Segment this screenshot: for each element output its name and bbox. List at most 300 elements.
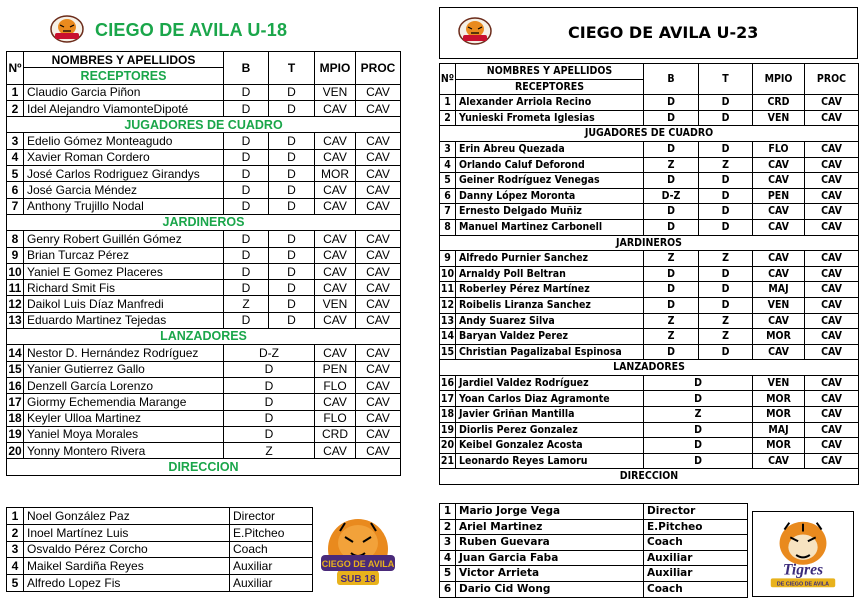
table-row <box>7 84 401 100</box>
section-header-jardineros: JARDINEROS <box>440 235 859 251</box>
table-header-row <box>7 52 401 68</box>
player-bats: D <box>224 84 269 100</box>
player-bats: D <box>224 263 269 279</box>
player-number: 3 <box>7 133 24 149</box>
player-bats-throws: D <box>224 410 315 426</box>
player-number: 6 <box>440 188 456 204</box>
player-bats: D <box>224 100 269 116</box>
player-number: 16 <box>8 378 22 393</box>
staff-row <box>7 541 313 558</box>
staff-role: Coach <box>644 581 748 597</box>
player-bats-throws: D <box>644 391 753 407</box>
column-header-mpio: MPIO <box>753 64 805 95</box>
player-bats-throws: D <box>644 375 753 391</box>
player-number: 19 <box>8 427 22 442</box>
player-province: CAV <box>805 313 859 329</box>
section-row <box>7 214 401 230</box>
player-number: 19 <box>440 422 456 438</box>
staff-role: E.Pitcheo <box>644 519 748 535</box>
player-number: 10 <box>440 266 456 282</box>
player-bats-throws: Z <box>644 407 753 423</box>
player-name: Yaniel Moya Morales <box>24 426 224 442</box>
player-municipality: MOR <box>753 329 805 345</box>
player-name: Danny López Moronta <box>456 188 644 204</box>
staff-number: 5 <box>7 575 24 592</box>
staff-role: Director <box>644 504 748 520</box>
player-number: 7 <box>7 198 24 214</box>
column-header-b: B <box>644 64 699 95</box>
table-row <box>440 344 859 360</box>
player-bats: D <box>224 312 269 328</box>
player-bats-throws: Z <box>224 443 315 459</box>
staff-role: Coach <box>230 541 313 558</box>
player-municipality: CAV <box>753 453 805 469</box>
player-number: 4 <box>7 149 24 165</box>
staff-row <box>7 524 313 541</box>
staff-number: 2 <box>440 519 456 535</box>
table-row <box>440 266 859 282</box>
player-municipality: CAV <box>753 266 805 282</box>
player-province: CAV <box>805 219 859 235</box>
player-throws: D <box>699 219 753 235</box>
staff-name: Inoel Martínez Luis <box>24 524 230 541</box>
player-bats-throws: D <box>644 453 753 469</box>
section-header-cuadro: JUGADORES DE CUADRO <box>7 117 401 133</box>
table-row <box>440 251 859 267</box>
roster-u18-header <box>5 10 401 48</box>
player-municipality: CAV <box>315 312 356 328</box>
section-header-jardineros: JARDINEROS <box>7 214 401 230</box>
player-municipality: MOR <box>753 407 805 423</box>
roster-u18-table <box>6 51 401 476</box>
player-province: CAV <box>356 312 401 328</box>
player-number: 13 <box>8 313 22 328</box>
player-municipality: CAV <box>753 204 805 220</box>
player-municipality: CAV <box>753 344 805 360</box>
table-row <box>7 377 401 393</box>
table-row <box>7 263 401 279</box>
player-municipality: CRD <box>753 95 805 111</box>
staff-row <box>440 519 748 535</box>
staff-role: Auxiliar <box>230 558 313 575</box>
player-throws: D <box>699 282 753 298</box>
player-province: CAV <box>805 297 859 313</box>
table-row <box>440 95 859 111</box>
table-row <box>7 394 401 410</box>
player-name: Erin Abreu Quezada <box>456 141 644 157</box>
staff-row <box>440 535 748 551</box>
player-bats: D <box>644 204 699 220</box>
section-row <box>440 126 859 142</box>
section-header-receptores: RECEPTORES <box>456 79 644 95</box>
player-province: CAV <box>805 375 859 391</box>
player-name: Xavier Roman Cordero <box>24 149 224 165</box>
column-header-mpio: MPIO <box>315 52 356 85</box>
player-municipality: CAV <box>315 149 356 165</box>
player-throws: D <box>269 280 315 296</box>
player-name: Idel Alejandro ViamonteDipoté <box>24 100 224 116</box>
player-bats: Z <box>644 251 699 267</box>
player-bats: D <box>644 344 699 360</box>
player-bats: Z <box>644 157 699 173</box>
table-row <box>440 188 859 204</box>
player-number: 1 <box>7 84 24 100</box>
player-province: CAV <box>805 438 859 454</box>
player-province: CAV <box>805 453 859 469</box>
player-bats: Z <box>224 296 269 312</box>
player-throws: D <box>699 95 753 111</box>
staff-name: Mario Jorge Vega <box>456 504 644 520</box>
staff-name: Noel González Paz <box>24 508 230 525</box>
player-municipality: CAV <box>753 173 805 189</box>
player-municipality: CAV <box>753 219 805 235</box>
player-municipality: VEN <box>753 375 805 391</box>
column-header-names: NOMBRES Y APELLIDOS <box>24 52 224 68</box>
section-row <box>7 329 401 345</box>
player-province: CAV <box>356 443 401 459</box>
player-throws: D <box>269 166 315 182</box>
player-municipality: PEN <box>753 188 805 204</box>
player-name: Denzell García Lorenzo <box>24 377 224 393</box>
player-municipality: MOR <box>753 438 805 454</box>
player-number: 14 <box>440 329 456 345</box>
table-row <box>440 282 859 298</box>
player-province: CAV <box>356 394 401 410</box>
staff-name: Juan Garcia Faba <box>456 550 644 566</box>
staff-role: E.Pitcheo <box>230 524 313 541</box>
section-header-direccion: DIRECCION <box>7 459 401 475</box>
player-bats: D <box>224 133 269 149</box>
section-header-cuadro: JUGADORES DE CUADRO <box>440 126 859 142</box>
section-row <box>7 117 401 133</box>
staff-name: Victor Arrieta <box>456 566 644 582</box>
table-row <box>440 204 859 220</box>
player-municipality: CAV <box>315 247 356 263</box>
table-row <box>440 391 859 407</box>
player-province: CAV <box>356 231 401 247</box>
player-throws: D <box>269 263 315 279</box>
table-row <box>440 329 859 345</box>
player-throws: D <box>699 204 753 220</box>
player-name: Roibelis Liranza Sanchez <box>456 297 644 313</box>
player-name: Anthony Trujillo Nodal <box>24 198 224 214</box>
player-throws: D <box>699 188 753 204</box>
table-row <box>7 198 401 214</box>
badge18-line2: SUB 18 <box>340 574 376 585</box>
player-number: 11 <box>440 282 456 298</box>
player-number: 15 <box>8 362 22 377</box>
table-row <box>440 375 859 391</box>
player-bats-throws: D <box>224 377 315 393</box>
player-name: Daikol Luis Díaz Manfredi <box>24 296 224 312</box>
player-bats: D <box>224 231 269 247</box>
player-bats: D <box>224 149 269 165</box>
player-name: Alfredo Purnier Sanchez <box>456 251 644 267</box>
player-municipality: VEN <box>753 297 805 313</box>
player-municipality: CAV <box>315 263 356 279</box>
player-province: CAV <box>805 391 859 407</box>
player-throws: D <box>269 198 315 214</box>
player-name: Javier Griñan Mantilla <box>456 407 644 423</box>
player-bats: D-Z <box>644 188 699 204</box>
player-name: Yunieski Frometa Iglesias <box>456 110 644 126</box>
player-throws: D <box>269 312 315 328</box>
table-row <box>7 100 401 116</box>
table-row <box>440 219 859 235</box>
player-name: Yanier Gutierrez Gallo <box>24 361 224 377</box>
table-row <box>7 361 401 377</box>
player-province: CAV <box>805 204 859 220</box>
player-bats: D <box>224 198 269 214</box>
player-throws: D <box>269 231 315 247</box>
player-name: José Carlos Rodriguez Girandys <box>24 166 224 182</box>
baseball-tiger-logo-icon <box>50 14 84 44</box>
column-header-proc: PROC <box>805 64 859 95</box>
column-header-t: T <box>269 52 315 85</box>
player-name: Arnaldy Poll Beltran <box>456 266 644 282</box>
section-header-lanzadores: LANZADORES <box>440 360 859 376</box>
player-municipality: CAV <box>753 251 805 267</box>
player-name: Orlando Caluf Deforond <box>456 157 644 173</box>
player-bats-throws: D <box>224 361 315 377</box>
player-name: Genry Robert Guillén Gómez <box>24 231 224 247</box>
section-row <box>440 235 859 251</box>
player-name: Leonardo Reyes Lamoru <box>456 453 644 469</box>
player-bats-throws: D-Z <box>224 345 315 361</box>
player-municipality: CAV <box>315 443 356 459</box>
player-name: Richard Smit Fis <box>24 280 224 296</box>
player-province: CAV <box>356 263 401 279</box>
player-name: Brian Turcaz Pérez <box>24 247 224 263</box>
player-number: 6 <box>7 182 24 198</box>
player-throws: D <box>699 266 753 282</box>
player-number: 8 <box>7 231 24 247</box>
player-number: 12 <box>440 297 456 313</box>
player-name: Ernesto Delgado Muñiz <box>456 204 644 220</box>
player-bats: D <box>644 282 699 298</box>
table-row <box>7 296 401 312</box>
roster-u23 <box>439 7 858 603</box>
player-province: CAV <box>805 95 859 111</box>
column-header-num: Nº <box>7 52 24 85</box>
player-province: CAV <box>805 344 859 360</box>
player-province: CAV <box>356 345 401 361</box>
player-throws: D <box>699 110 753 126</box>
player-bats: D <box>224 166 269 182</box>
player-name: Jardiel Valdez Rodríguez <box>456 375 644 391</box>
table-row <box>7 182 401 198</box>
player-province: CAV <box>356 280 401 296</box>
staff-role: Coach <box>644 535 748 551</box>
staff-number: 3 <box>7 541 24 558</box>
staff-row <box>440 566 748 582</box>
player-throws: D <box>269 84 315 100</box>
table-row <box>440 438 859 454</box>
player-bats: D <box>224 280 269 296</box>
player-province: CAV <box>805 110 859 126</box>
player-throws: Z <box>699 313 753 329</box>
table-row <box>440 173 859 189</box>
staff-name: Dario Cid Wong <box>456 581 644 597</box>
table-row <box>7 443 401 459</box>
player-number: 4 <box>440 157 456 173</box>
player-municipality: VEN <box>315 296 356 312</box>
staff-role: Auxiliar <box>230 575 313 592</box>
player-name: Yonny Montero Rivera <box>24 443 224 459</box>
player-number: 7 <box>440 204 456 220</box>
player-province: CAV <box>356 247 401 263</box>
table-row <box>440 141 859 157</box>
player-throws: D <box>699 173 753 189</box>
player-name: Edelio Gómez Monteagudo <box>24 133 224 149</box>
staff-number: 4 <box>7 558 24 575</box>
player-throws: D <box>699 344 753 360</box>
table-row <box>7 149 401 165</box>
player-municipality: CAV <box>315 280 356 296</box>
roster-u23-table <box>439 63 859 485</box>
player-throws: D <box>269 149 315 165</box>
table-row <box>7 312 401 328</box>
table-row <box>7 345 401 361</box>
player-province: CAV <box>356 377 401 393</box>
player-municipality: FLO <box>315 377 356 393</box>
player-name: Eduardo Martinez Tejedas <box>24 312 224 328</box>
player-province: CAV <box>356 426 401 442</box>
player-number: 1 <box>440 95 456 111</box>
column-header-num: Nº <box>440 64 456 95</box>
roster-u23-header <box>439 7 858 59</box>
player-name: Andy Suarez Silva <box>456 313 644 329</box>
staff-u18-table <box>6 507 313 592</box>
player-throws: D <box>269 100 315 116</box>
player-name: Yoan Carlos Diaz Agramonte <box>456 391 644 407</box>
staff-name: Maikel Sardiña Reyes <box>24 558 230 575</box>
player-bats: D <box>644 95 699 111</box>
column-header-t: T <box>699 64 753 95</box>
table-row <box>440 313 859 329</box>
player-name: Keyler Ulloa Martinez <box>24 410 224 426</box>
player-province: CAV <box>805 251 859 267</box>
player-province: CAV <box>805 188 859 204</box>
staff-name: Ariel Martinez <box>456 519 644 535</box>
player-province: CAV <box>805 266 859 282</box>
staff-name: Ruben Guevara <box>456 535 644 551</box>
player-number: 11 <box>7 280 24 296</box>
player-province: CAV <box>805 422 859 438</box>
staff-row <box>7 575 313 592</box>
player-municipality: CAV <box>315 345 356 361</box>
badge18-line1: CIEGO DE AVILA <box>321 559 395 569</box>
player-throws: D <box>699 297 753 313</box>
player-name: Keibel Gonzalez Acosta <box>456 438 644 454</box>
player-municipality: MOR <box>315 166 356 182</box>
player-number: 5 <box>7 166 24 182</box>
player-municipality: CAV <box>753 313 805 329</box>
player-number: 2 <box>7 100 24 116</box>
player-province: CAV <box>805 157 859 173</box>
player-number: 17 <box>8 394 22 409</box>
player-number: 17 <box>440 391 456 407</box>
player-throws: D <box>269 296 315 312</box>
player-number: 14 <box>8 345 22 360</box>
player-municipality: CAV <box>315 394 356 410</box>
player-province: CAV <box>356 100 401 116</box>
staff-name: Osvaldo Pérez Corcho <box>24 541 230 558</box>
staff-number: 6 <box>440 581 456 597</box>
player-province: CAV <box>805 141 859 157</box>
staff-number: 1 <box>7 508 24 525</box>
baseball-tiger-logo-icon <box>458 16 492 46</box>
sub18-tiger-badge-icon <box>315 509 401 595</box>
player-municipality: MAJ <box>753 282 805 298</box>
player-bats: D <box>644 141 699 157</box>
table-header-row <box>440 64 859 80</box>
player-bats-throws: D <box>644 422 753 438</box>
player-number: 18 <box>440 407 456 423</box>
player-municipality: MOR <box>753 391 805 407</box>
staff-row <box>7 508 313 525</box>
player-province: CAV <box>356 296 401 312</box>
player-number: 15 <box>440 344 456 360</box>
table-row <box>440 407 859 423</box>
player-throws: Z <box>699 251 753 267</box>
player-municipality: CAV <box>315 198 356 214</box>
player-province: CAV <box>356 182 401 198</box>
player-municipality: FLO <box>753 141 805 157</box>
player-number: 9 <box>7 247 24 263</box>
player-number: 20 <box>440 438 456 454</box>
player-number: 20 <box>8 443 22 458</box>
table-row <box>7 426 401 442</box>
page-title: CIEGO DE AVILA U-23 <box>568 23 759 42</box>
staff-number: 1 <box>440 504 456 520</box>
player-municipality: FLO <box>315 410 356 426</box>
player-number: 12 <box>8 297 22 312</box>
staff-number: 4 <box>440 550 456 566</box>
table-row <box>440 422 859 438</box>
player-province: CAV <box>805 173 859 189</box>
table-row <box>7 231 401 247</box>
player-throws: Z <box>699 157 753 173</box>
player-municipality: PEN <box>315 361 356 377</box>
player-name: Manuel Martinez Carbonell <box>456 219 644 235</box>
player-number: 5 <box>440 173 456 189</box>
player-name: Roberley Pérez Martínez <box>456 282 644 298</box>
player-province: CAV <box>805 282 859 298</box>
player-bats: D <box>644 266 699 282</box>
player-bats: D <box>644 173 699 189</box>
player-name: Baryan Valdez Perez <box>456 329 644 345</box>
player-province: CAV <box>805 407 859 423</box>
player-municipality: VEN <box>315 84 356 100</box>
player-throws: D <box>269 247 315 263</box>
column-header-b: B <box>224 52 269 85</box>
player-name: José Garcia Méndez <box>24 182 224 198</box>
player-name: Alexander Arriola Recino <box>456 95 644 111</box>
player-name: Diorlis Perez Gonzalez <box>456 422 644 438</box>
column-header-proc: PROC <box>356 52 401 85</box>
player-bats: Z <box>644 329 699 345</box>
staff-role: Auxiliar <box>644 550 748 566</box>
table-row <box>440 453 859 469</box>
player-number: 3 <box>440 141 456 157</box>
player-number: 10 <box>8 264 22 279</box>
player-province: CAV <box>356 410 401 426</box>
player-province: CAV <box>356 84 401 100</box>
table-row <box>7 133 401 149</box>
staff-row <box>440 581 748 597</box>
player-municipality: CRD <box>315 426 356 442</box>
